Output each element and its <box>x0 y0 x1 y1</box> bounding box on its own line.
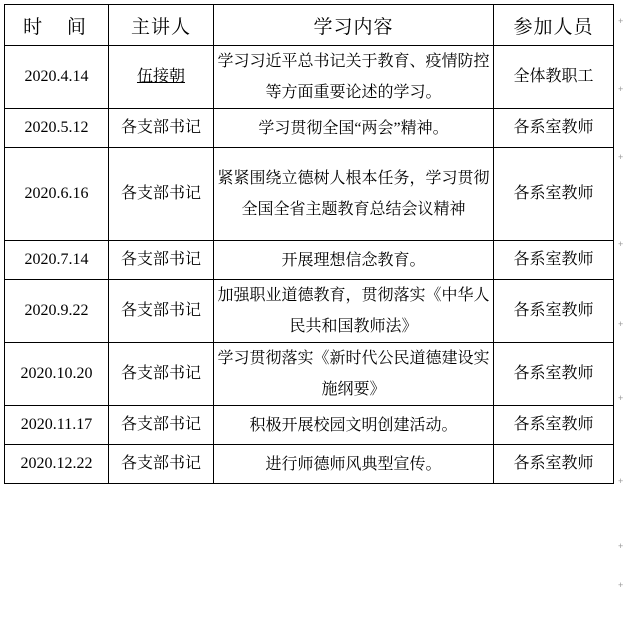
cell-speaker: 各支部书记 <box>109 343 214 406</box>
cell-speaker: 各支部书记 <box>109 148 214 241</box>
page-edge-mark: + <box>618 152 624 162</box>
table-row <box>5 280 614 343</box>
column-header-speaker: 主讲人 <box>109 5 214 46</box>
cell-time: 2020.6.16 <box>5 148 109 241</box>
cell-people: 各系室教师 <box>494 109 614 148</box>
cell-speaker: 各支部书记 <box>109 445 214 484</box>
cell-people: 各系室教师 <box>494 406 614 445</box>
cell-people: 各系室教师 <box>494 148 614 241</box>
table-header <box>5 5 614 46</box>
cell-speaker: 各支部书记 <box>109 406 214 445</box>
cell-speaker: 各支部书记 <box>109 280 214 343</box>
column-header-people: 参加人员 <box>494 5 614 46</box>
cell-content: 学习习近平总书记关于教育、疫情防控等方面重要论述的学习。 <box>214 46 494 109</box>
cell-speaker <box>109 46 214 109</box>
study-schedule-table <box>4 4 614 484</box>
cell-speaker-label: 伍接朝 <box>136 68 185 85</box>
page-edge-mark: + <box>618 541 624 551</box>
cell-people: 各系室教师 <box>494 343 614 406</box>
cell-time: 2020.11.17 <box>5 406 109 445</box>
table-header-row <box>5 5 614 46</box>
cell-content: 开展理想信念教育。 <box>214 241 494 280</box>
page-edge-mark: + <box>618 319 624 329</box>
cell-time: 2020.5.12 <box>5 109 109 148</box>
cell-people: 全体教职工 <box>494 46 614 109</box>
cell-content: 学习贯彻全国“两会”精神。 <box>214 109 494 148</box>
cell-content: 进行师德师风典型宣传。 <box>214 445 494 484</box>
cell-time: 2020.9.22 <box>5 280 109 343</box>
cell-content: 紧紧围绕立德树人根本任务，学习贯彻全国全省主题教育总结会议精神 <box>214 148 494 241</box>
cell-time: 2020.10.20 <box>5 343 109 406</box>
cell-speaker: 各支部书记 <box>109 109 214 148</box>
table-body <box>5 46 614 484</box>
table-row <box>5 445 614 484</box>
cell-people: 各系室教师 <box>494 280 614 343</box>
page-edge-mark: + <box>618 580 624 590</box>
page-edge-mark: + <box>618 476 624 486</box>
table-row <box>5 406 614 445</box>
cell-content: 积极开展校园文明创建活动。 <box>214 406 494 445</box>
page-edge-mark: + <box>618 84 624 94</box>
cell-people: 各系室教师 <box>494 241 614 280</box>
column-header-time <box>5 5 109 46</box>
table-row <box>5 241 614 280</box>
cell-content: 加强职业道德教育，贯彻落实《中华人民共和国教师法》 <box>214 280 494 343</box>
page-edge-mark: + <box>618 393 624 403</box>
table-row <box>5 46 614 109</box>
table-row <box>5 148 614 241</box>
cell-time: 2020.7.14 <box>5 241 109 280</box>
cell-people: 各系室教师 <box>494 445 614 484</box>
table-row <box>5 343 614 406</box>
page-edge-mark: + <box>618 16 624 26</box>
cell-time: 2020.4.14 <box>5 46 109 109</box>
cell-time: 2020.12.22 <box>5 445 109 484</box>
document-page <box>0 4 628 627</box>
cell-speaker: 各支部书记 <box>109 241 214 280</box>
table-row <box>5 109 614 148</box>
column-header-content: 学习内容 <box>214 5 494 46</box>
page-edge-mark: + <box>618 239 624 249</box>
cell-content: 学习贯彻落实《新时代公民道德建设实施纲要》 <box>214 343 494 406</box>
column-header-time-label: 时 间 <box>23 16 96 38</box>
